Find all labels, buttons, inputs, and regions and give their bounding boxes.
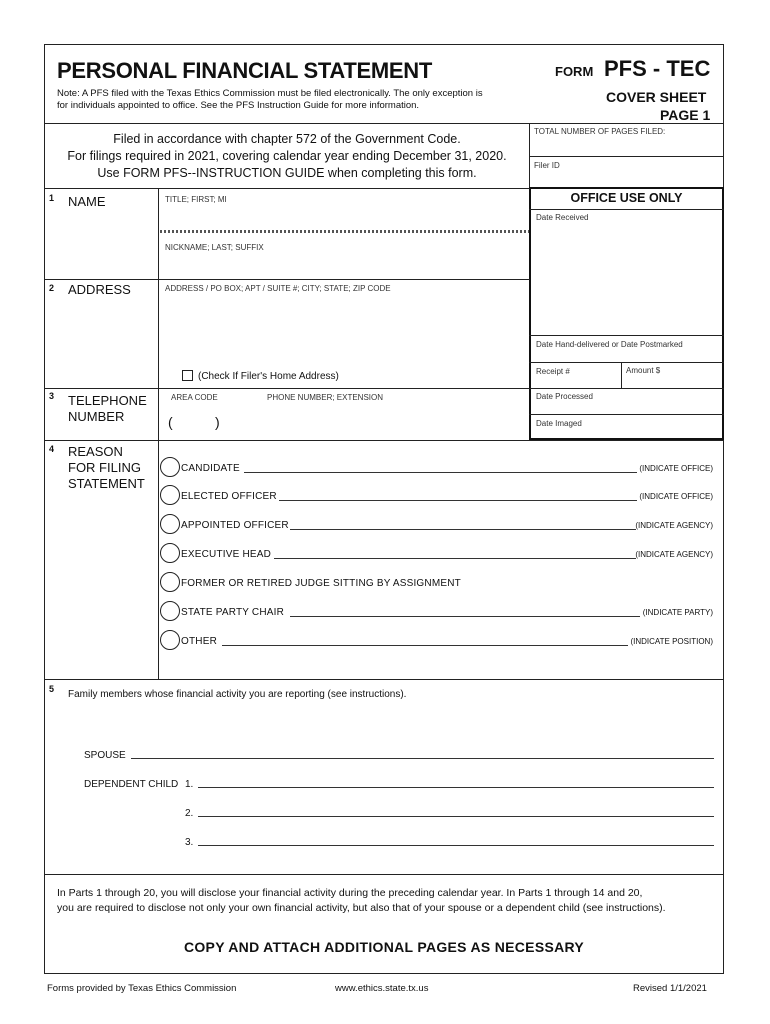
note-line-2: for individuals appointed to office. See the PFS Instruction Guide for more information.	[57, 100, 420, 111]
name-dashed-separator	[160, 230, 529, 233]
reason-hint-state-party-chair: (INDICATE PARTY)	[642, 608, 713, 617]
office-use-box	[529, 187, 724, 440]
divider-section-3	[44, 388, 530, 389]
paren-open: (	[168, 414, 173, 430]
reason-label-state-party-chair: STATE PARTY CHAIR	[181, 607, 285, 618]
divider-instructions	[44, 874, 724, 875]
filing-line-2: For filings required in 2021, covering calendar year ending December 31, 2020.	[67, 149, 507, 163]
address-input[interactable]	[163, 296, 525, 360]
reason-label-executive-head: EXECUTIVE HEAD	[181, 549, 272, 560]
child-2-number: 2.	[185, 808, 194, 819]
area-code-input[interactable]	[184, 412, 214, 432]
address-sub: ADDRESS / PO BOX; APT / SUITE #; CITY; STATE; ZIP CODE	[165, 284, 391, 293]
reason-label-appointed-officer: APPOINTED OFFICER	[181, 520, 289, 531]
footer-website[interactable]: www.ethics.state.tx.us	[335, 983, 429, 994]
reason-hint-executive-head: (INDICATE AGENCY)	[635, 550, 713, 559]
home-address-checkbox[interactable]	[182, 370, 193, 381]
reason-radio-executive-head[interactable]	[160, 543, 180, 563]
reason-radio-other[interactable]	[160, 630, 180, 650]
date-hand-label: Date Hand-delivered or Date Postmarked	[536, 340, 683, 349]
divider-section-4	[44, 440, 724, 441]
divider-section-5	[44, 679, 724, 680]
cover-sheet: COVER SHEET	[606, 89, 707, 105]
reason-line-executive-head[interactable]	[274, 558, 636, 559]
reason-label-other: OTHER	[181, 636, 217, 647]
home-address-label: (Check If Filer's Home Address)	[198, 371, 339, 382]
spouse-input[interactable]	[131, 758, 714, 759]
date-imaged-label: Date Imaged	[536, 419, 582, 428]
telephone-label-line-1: TELEPHONE	[68, 393, 147, 408]
divider-receipt-amount	[621, 362, 622, 388]
name-sub-nickname: NICKNAME; LAST; SUFFIX	[165, 243, 264, 252]
reason-hint-candidate: (INDICATE OFFICE)	[639, 464, 713, 473]
reason-radio-retired-judge[interactable]	[160, 572, 180, 592]
section-1-number: 1	[49, 193, 55, 203]
divider-date-received	[529, 335, 724, 336]
child-3-input[interactable]	[198, 845, 714, 846]
form-prefix: FORM	[555, 64, 594, 79]
name-first-input[interactable]	[163, 205, 525, 227]
total-pages-label: TOTAL NUMBER OF PAGES FILED:	[534, 127, 666, 136]
paren-close: )	[215, 414, 220, 430]
phone-number-input[interactable]	[230, 412, 520, 432]
divider-section-1	[44, 188, 530, 189]
divider-receipt	[529, 388, 724, 389]
filer-id-field[interactable]	[529, 162, 724, 188]
section-3-number: 3	[49, 391, 55, 401]
reason-radio-appointed-officer[interactable]	[160, 514, 180, 534]
divider-section-2	[44, 279, 530, 280]
child-1-input[interactable]	[198, 787, 714, 788]
footer-left: Forms provided by Texas Ethics Commission	[47, 983, 237, 994]
copy-attach-notice: COPY AND ATTACH ADDITIONAL PAGES AS NECESSARY	[183, 939, 585, 955]
telephone-label-line-2: NUMBER	[68, 409, 125, 424]
form-title: PERSONAL FINANCIAL STATEMENT	[57, 58, 432, 83]
name-label: NAME	[68, 194, 106, 209]
reason-label-retired-judge: FORMER OR RETIRED JUDGE SITTING BY ASSIGNMENT	[181, 578, 461, 589]
total-pages-field[interactable]	[529, 128, 724, 156]
telephone-label	[68, 393, 147, 425]
footer-revised: Revised 1/1/2021	[633, 983, 707, 994]
reason-radio-elected-officer[interactable]	[160, 485, 180, 505]
divider-office-title	[529, 209, 724, 210]
name-sub-title: TITLE; FIRST; MI	[165, 195, 227, 204]
reason-hint-elected-officer: (INDICATE OFFICE)	[639, 492, 713, 501]
instructions-line-1: In Parts 1 through 20, you will disclose your financial activity during the preceding calendar year. In Parts 1 through 14 and 20,	[57, 887, 643, 899]
divider-total-pages	[529, 156, 724, 157]
filing-line-1: Filed in accordance with chapter 572 of the Government Code.	[113, 132, 461, 146]
header-divider	[44, 123, 724, 124]
reason-line-elected-officer[interactable]	[279, 500, 637, 501]
family-intro: Family members whose financial activity you are reporting (see instructions).	[68, 689, 407, 700]
reason-label-line-3: STATEMENT	[68, 476, 145, 491]
reason-label	[68, 444, 145, 492]
date-received-label: Date Received	[536, 213, 589, 222]
spouse-label: SPOUSE	[84, 750, 126, 761]
section-2-number: 2	[49, 283, 55, 293]
reason-radio-candidate[interactable]	[160, 457, 180, 477]
reason-line-state-party-chair[interactable]	[290, 616, 640, 617]
filer-id-label: Filer ID	[534, 161, 560, 170]
divider-date-processed	[529, 414, 724, 415]
reason-line-other[interactable]	[222, 645, 628, 646]
instructions-line-2: you are required to disclose not only your own financial activity, but also that of your spouse or a dependent child (see instructions).	[57, 902, 666, 914]
divider-date-hand	[529, 362, 724, 363]
reason-label-candidate: CANDIDATE	[181, 463, 240, 474]
reason-hint-appointed-officer: (INDICATE AGENCY)	[635, 521, 713, 530]
child-2-input[interactable]	[198, 816, 714, 817]
label-column-divider	[158, 188, 159, 680]
reason-hint-other: (INDICATE POSITION)	[630, 637, 713, 646]
office-use-title: OFFICE USE ONLY	[570, 191, 683, 205]
child-1-number: 1.	[185, 779, 194, 790]
date-processed-label: Date Processed	[536, 392, 593, 401]
instructions-text	[57, 886, 666, 916]
reason-label-elected-officer: ELECTED OFFICER	[181, 491, 277, 502]
receipt-label: Receipt #	[536, 367, 570, 376]
section-5-number: 5	[49, 684, 55, 694]
reason-radio-state-party-chair[interactable]	[160, 601, 180, 621]
filing-line-3: Use FORM PFS--INSTRUCTION GUIDE when completing this form.	[97, 166, 477, 180]
note-line-1: Note: A PFS filed with the Texas Ethics Commission must be filed electronically. The only exception is	[57, 88, 483, 99]
address-label: ADDRESS	[68, 282, 131, 297]
area-code-label: AREA CODE	[171, 393, 218, 402]
filing-text	[44, 131, 530, 182]
child-3-number: 3.	[185, 837, 194, 848]
section-4-number: 4	[49, 444, 55, 454]
reason-line-candidate[interactable]	[244, 472, 637, 473]
name-last-input[interactable]	[163, 253, 525, 275]
form-code: PFS - TEC	[604, 56, 711, 81]
reason-label-line-2: FOR FILING	[68, 460, 141, 475]
phone-number-label: PHONE NUMBER; EXTENSION	[267, 393, 384, 402]
dependent-child-label: DEPENDENT CHILD	[84, 779, 179, 790]
page-number: PAGE 1	[660, 107, 711, 123]
amount-label: Amount $	[626, 366, 661, 375]
reason-label-line-1: REASON	[68, 444, 123, 459]
reason-line-appointed-officer[interactable]	[290, 529, 636, 530]
